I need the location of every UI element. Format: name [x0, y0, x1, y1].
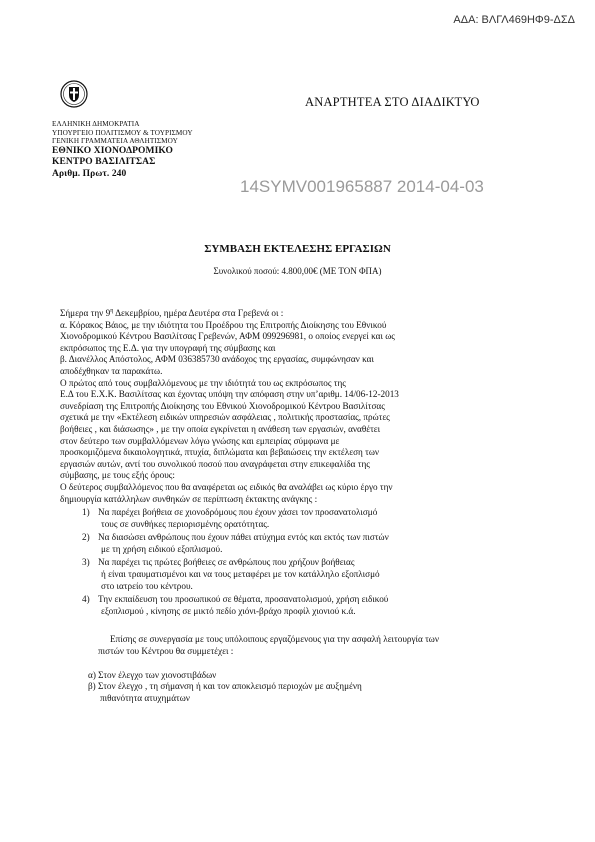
publication-headline: ΑΝΑΡΤΗΤΕΑ ΣΤΟ ΔΙΑΔΙΚΤΥΟ — [305, 95, 480, 109]
party-b: αποδέχθηκαν τα παρακάτω. — [60, 365, 163, 376]
party-a: Χιονοδρομικού Κέντρου Βασιλίτσας Γρεβενών, ΑΦΜ 099296981, ο οποίος ενεργεί και ως — [60, 331, 395, 342]
registry-stamp: 14SYMV001965887 2014-04-03 — [240, 177, 484, 196]
list-item: 3) Να παρέχει τις πρώτες βοήθειες σε ανθρώπους που χρήζουν βοήθειας ή είναι τραυματισμένοι και να τους μεταφέρει με τον κατάλληλο εξοπλισμό στο ιατρείο του κέντρου. — [82, 557, 380, 591]
ada-code: ΑΔΑ: ΒΛΓΛ469ΗΦ9-ΔΣΔ — [453, 14, 575, 26]
issuing-authority — [52, 120, 193, 178]
paragraph-assignment: προσκομιζόμενα δικαιολογητικά, πτυχία, διπλώματα και βεβαιώσεις την εκτέλεση των — [60, 447, 380, 458]
org-line: ΕΛΛΗΝΙΚΗ ΔΗΜΟΚΡΑΤΙΑ — [52, 120, 140, 128]
list-item: 4) Την εκπαίδευση του προσωπικού σε θέματα, προσανατολισμού, χρήση ειδικού εξοπλισμού , κίνησης σε μικτό πεδίο χιόνι-βράχο προφίλ χιονιού κ.ά. — [82, 594, 389, 616]
paragraph-assignment: σύμβασης, με τους εξής όρους: — [60, 470, 175, 481]
paragraph-assignment: συνεδρίαση της Επιτροπής Διοίκησης του Εθνικού Χιονοδρομικού Κέντρου Βασιλίτσας — [60, 400, 385, 411]
party-a: α. Κόρακος Βάιος, με την ιδιότητα του Προέδρου της Επιτροπής Διοίκησης του Εθνικού — [60, 319, 387, 330]
org-line: ΓΕΝΙΚΗ ΓΡΑΜΜΑΤΕΙΑ ΑΘΛΗΤΙΣΜΟΥ — [52, 137, 178, 146]
org-center-name: ΚΕΝΤΡΟ ΒΑΣΙΛΙΤΣΑΣ — [52, 156, 156, 167]
party-a: εκπρόσωπος της Ε.Δ. για την υπογραφή της σύμβασης και — [60, 342, 276, 353]
protocol-number: Αριθμ. Πρωτ. 240 — [52, 168, 127, 179]
paragraph-duties: δημιουργία κατάλληλων συνθηκών σε περίπτωση έκτακτης ανάγκης : — [60, 493, 318, 504]
intro-line: Σήμερα την $9^\eta$ Δεκεμβρίου, ημέρα Δευτέρα στα Γρεβενά οι : — [60, 307, 284, 318]
paragraph-cooperation: πιστών του Κέντρου θα συμμετέχει : — [98, 646, 234, 657]
paragraph-assignment: βοήθειες , και διάσωσης» , με την οποία εγκρίνεται η ανάθεση των εργασιών, αναθέτει — [60, 423, 381, 434]
paragraph-assignment: εργασιών αυτών, αντί του συνολικού ποσού που αναγράφεται στην επικεφαλίδα της — [60, 458, 370, 469]
paragraph-duties: Ο δεύτερος συμβαλλόμενος που θα αναφέρεται ως ειδικός θα αναλάβει ως κύριο έργο την — [60, 481, 393, 492]
contract-title: ΣΥΜΒΑΣΗ ΕΚΤΕΛΕΣΗΣ ΕΡΓΑΣΙΩΝ — [204, 243, 391, 255]
list-item: 2) Να διασώσει ανθρώπους που έχουν πάθει ατύχημα εντός και εκτός των πιστών με τη χρήση ειδικού εξοπλισμού. — [82, 532, 389, 554]
list-item: 1) Να παρέχει βοήθεια σε χιονοδρόμους που έχουν χάσει τον προσανατολισμό τους σε συνθήκες περιορισμένης ορατότητας. — [82, 507, 378, 529]
paragraph-cooperation: Επίσης σε συνεργασία με τους υπόλοιπους εργαζόμενους για την ασφαλή λειτουργία των — [110, 634, 439, 645]
paragraph-assignment: Ο πρώτος από τους συμβαλλόμενους με την ιδιότητά του ως εκπρόσωπος της — [60, 377, 346, 388]
paragraph-assignment: Ε.Δ του Ε.Χ.Κ. Βασιλίτσας και έχοντας υπόψη την απόφαση στην υπ’αριθμ. 14/06-12-2013 — [60, 389, 399, 400]
cooperation-list — [60, 670, 538, 705]
duties-list — [60, 507, 538, 617]
paragraph-assignment: σχετικά με την «Εκτέλεση ειδικών υπηρεσιών ασφάλειας , πολιτικής προστασίας, πρώτες — [60, 412, 390, 423]
org-line: ΥΠΟΥΡΓΕΙΟ ΠΟΛΙΤΙΣΜΟΥ & ΤΟΥΡΙΣΜΟΥ — [52, 128, 193, 137]
greek-coat-of-arms-icon — [60, 80, 88, 108]
org-center-name: ΕΘΝΙΚΟ ΧΙΟΝΟΔΡΟΜΙΚΟ — [52, 145, 173, 156]
paragraph-assignment: στον δεύτερο των συμβαλλόμενων λόγω γνώσης και εμπειρίας σύμφωνα με — [60, 435, 340, 446]
list-item: α) Στον έλεγχο των χιονοστιβάδων — [88, 669, 217, 680]
party-b: β. Διανέλλος Απόστολος, ΑΦΜ 036385730 ανάδοχος της εργασίας, συμφώνησαν και — [60, 354, 374, 365]
contract-body — [60, 308, 538, 704]
list-item: β) Στον έλεγχο , τη σήμανση ή και τον αποκλεισμό περιοχών με αυξημένη — [88, 681, 362, 692]
list-item-continuation: πιθανότητα ατυχημάτων — [100, 692, 190, 703]
contract-amount: Συνολικού ποσού: 4.800,00€ (ΜΕ ΤΟΝ ΦΠΑ) — [213, 266, 382, 276]
